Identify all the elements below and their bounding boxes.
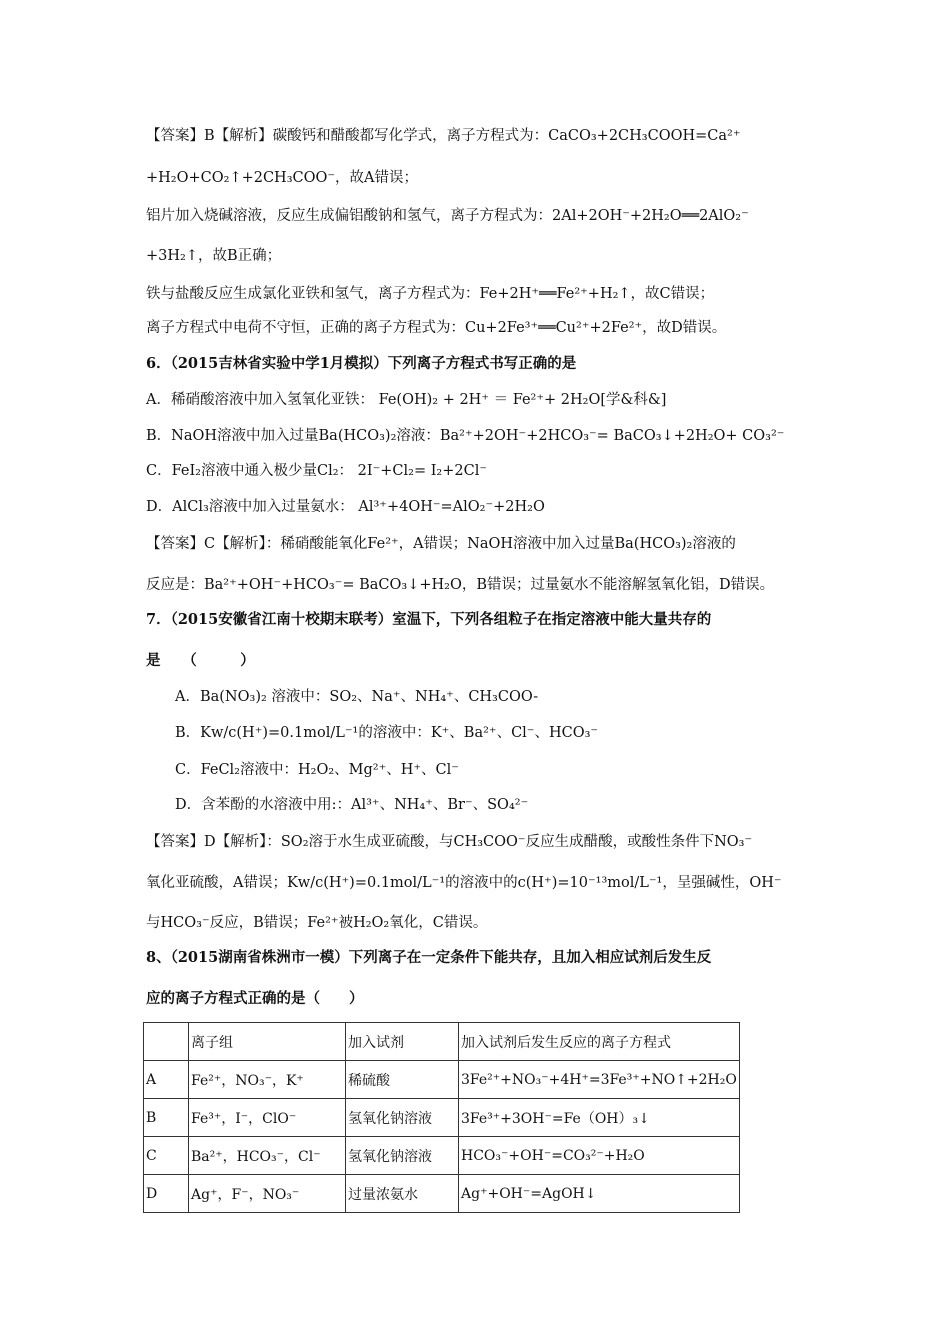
table-cell: B <box>144 1099 189 1137</box>
table-cell: 稀硫酸 <box>346 1061 459 1099</box>
text-line: 与HCO₃⁻反应，B错误；Fe²⁺被H₂O₂氧化，C错误。 <box>146 915 488 931</box>
text-line: 6．（2015吉林省实验中学1月模拟）下列离子方程式书写正确的是 <box>146 355 577 372</box>
table-cell: Ba²⁺，HCO₃⁻，Cl⁻ <box>189 1137 346 1175</box>
table-row <box>144 1099 740 1137</box>
text-line: B．NaOH溶液中加入过量Ba(HCO₃)₂溶液：Ba²⁺+2OH⁻+2HCO₃⁻= BaCO₃↓+2H₂O+ CO₃²⁻ <box>146 428 785 444</box>
text-line: +H₂O+CO₂↑+2CH₃COO⁻，故A错误； <box>146 170 419 186</box>
ion-table <box>143 1022 740 1213</box>
text-line: A．稀硝酸溶液中加入氢氧化亚铁： Fe(OH)₂ + 2H⁺ ＝ Fe²⁺+ 2H₂O[学&科&] <box>146 392 667 408</box>
text-line: 铁与盐酸反应生成氯化亚铁和氢气，离子方程式为：Fe+2H⁺══Fe²⁺+H₂↑，故C错误； <box>146 286 715 302</box>
text-line: 是 （ ） <box>146 652 255 669</box>
table-cell: 加入试剂 <box>346 1023 459 1061</box>
table-row <box>144 1175 740 1213</box>
text-line: 铝片加入烧碱溶液，反应生成偏铝酸钠和氢气，离子方程式为：2Al+2OH⁻+2H₂O══2AlO₂⁻ <box>146 208 749 224</box>
table-header-row <box>144 1023 740 1061</box>
table-cell: 氢氧化钠溶液 <box>346 1137 459 1175</box>
table-cell: 3Fe²⁺+NO₃⁻+4H⁺=3Fe³⁺+NO↑+2H₂O <box>459 1061 740 1099</box>
table-cell: 氢氧化钠溶液 <box>346 1099 459 1137</box>
text-line: 【答案】C【解析】：稀硝酸能氧化Fe²⁺，A错误；NaOH溶液中加入过量Ba(HCO₃)₂溶液的 <box>146 536 736 552</box>
text-line: 氧化亚硫酸，A错误；Kw/c(H⁺)=0.1mol/L⁻¹的溶液中的c(H⁺)=10⁻¹³mol/L⁻¹，呈强碱性，OH⁻ <box>146 875 782 891</box>
table-cell: 3Fe³⁺+3OH⁻=Fe（OH）₃↓ <box>459 1099 740 1137</box>
text-line: D．含苯酚的水溶液中用:：Al³⁺、NH₄⁺、Br⁻、SO₄²⁻ <box>175 797 529 813</box>
table-cell: D <box>144 1175 189 1213</box>
text-line: A．Ba(NO₃)₂ 溶液中：SO₂、Na⁺、NH₄⁺、CH₃COO- <box>175 689 539 705</box>
table-cell: C <box>144 1137 189 1175</box>
text-line: B．Kw/c(H⁺)=0.1mol/L⁻¹的溶液中：K⁺、Ba²⁺、Cl⁻、HCO₃⁻ <box>175 725 599 741</box>
text-line: D．AlCl₃溶液中加入过量氨水： Al³⁺+4OH⁻=AlO₂⁻+2H₂O <box>146 499 545 515</box>
table-cell: Fe³⁺，I⁻，ClO⁻ <box>189 1099 346 1137</box>
table-row <box>144 1137 740 1175</box>
text-line: C．FeCl₂溶液中：H₂O₂、Mg²⁺、H⁺、Cl⁻ <box>175 762 459 778</box>
table-cell: Ag⁺+OH⁻=AgOH↓ <box>459 1175 740 1213</box>
table-row <box>144 1061 740 1099</box>
table-cell: Fe²⁺，NO₃⁻，K⁺ <box>189 1061 346 1099</box>
table-cell: Ag⁺，F⁻，NO₃⁻ <box>189 1175 346 1213</box>
text-line: 7．（2015安徽省江南十校期末联考）室温下，下列各组粒子在指定溶液中能大量共存的 <box>146 611 712 628</box>
text-line: C．FeI₂溶液中通入极少量Cl₂： 2I⁻+Cl₂= I₂+2Cl⁻ <box>146 463 487 479</box>
table-cell: A <box>144 1061 189 1099</box>
text-line: 反应是：Ba²⁺+OH⁻+HCO₃⁻= BaCO₃↓+H₂O，B错误；过量氨水不能溶解氢氧化铝，D错误。 <box>146 577 775 593</box>
table-cell: 过量浓氨水 <box>346 1175 459 1213</box>
text-line: 离子方程式中电荷不守恒，正确的离子方程式为：Cu+2Fe³⁺══Cu²⁺+2Fe²⁺，故D错误。 <box>146 320 727 336</box>
text-line: 【答案】B【解析】碳酸钙和醋酸都写化学式，离子方程式为：CaCO₃+2CH₃COOH=Ca²⁺ <box>146 128 741 144</box>
table-cell: 离子组 <box>189 1023 346 1061</box>
text-line: 8、（2015湖南省株洲市一模）下列离子在一定条件下能共存，且加入相应试剂后发生反 <box>146 949 712 966</box>
text-line: 应的离子方程式正确的是（ ） <box>146 990 364 1007</box>
table-cell: HCO₃⁻+OH⁻=CO₃²⁻+H₂O <box>459 1137 740 1175</box>
table-cell <box>144 1023 189 1061</box>
text-line: +3H₂↑，故B正确； <box>146 248 282 264</box>
table-cell: 加入试剂后发生反应的离子方程式 <box>459 1023 740 1061</box>
text-line: 【答案】D【解析】：SO₂溶于水生成亚硫酸，与CH₃COO⁻反应生成醋酸，或酸性条件下NO₃⁻ <box>146 834 753 850</box>
